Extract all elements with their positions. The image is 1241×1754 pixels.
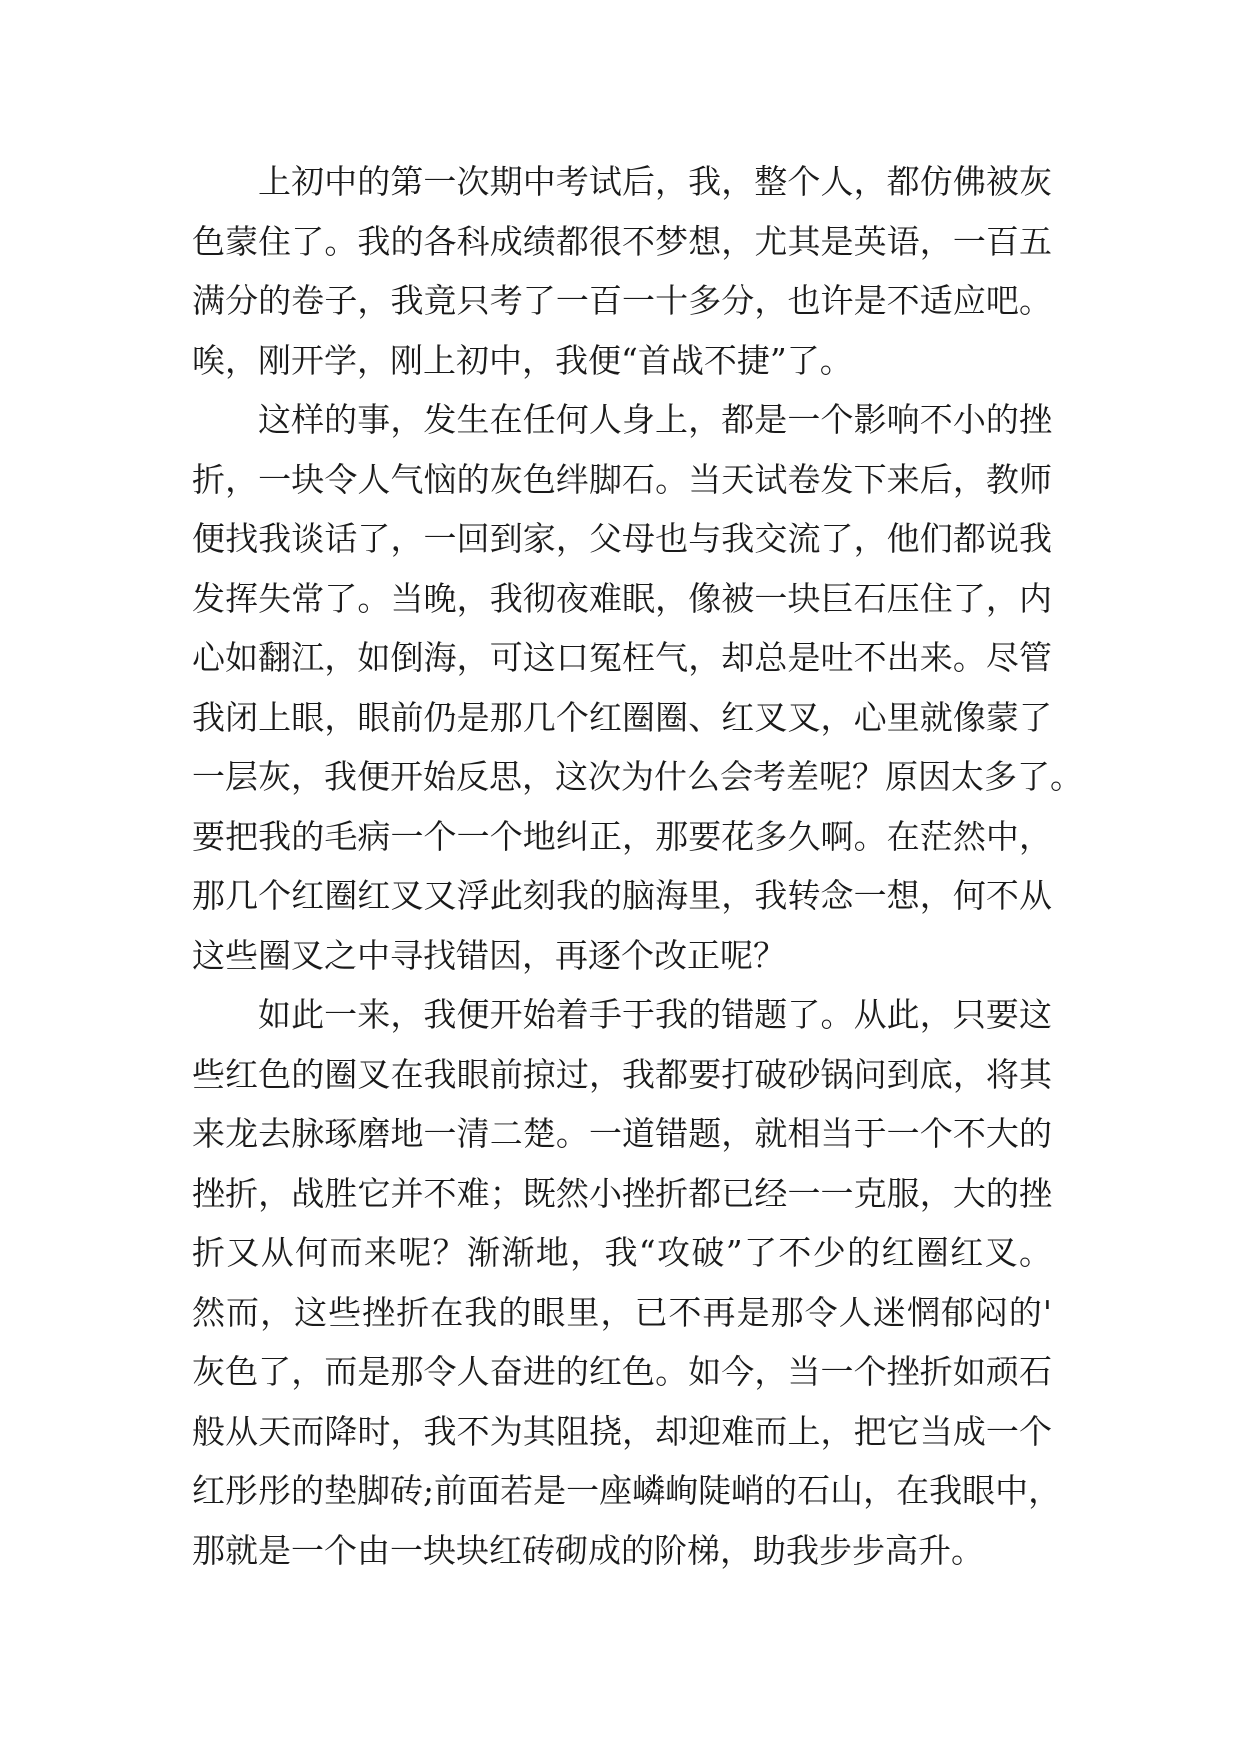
text-line: 那几个红圈红叉又浮此刻我的脑海里，我转念一想，何不从	[192, 876, 1052, 915]
text-line: 要把我的毛病一个一个地纠正，那要花多久啊。在茫然中，	[192, 816, 1052, 856]
text-line: 便找我谈话了，一回到家，父母也与我交流了，他们都说我	[192, 519, 1052, 558]
text-line: 一层灰，我便开始反思，这次为什么会考差呢？原因太多了。	[192, 757, 1083, 796]
text-line: 满分的卷子，我竟只考了一百一十多分，也许是不适应吧。	[192, 281, 1052, 320]
paragraph-3	[192, 985, 1062, 1580]
text-line: 上初中的第一次期中考试后，我，整个人，都仿佛被灰	[258, 162, 1052, 201]
text-line: 心如翻江，如倒海，可这口冤枉气，却总是吐不出来。尽管	[192, 638, 1052, 677]
text-line: 那就是一个由一块块红砖砌成的阶梯，助我步步高升。	[192, 1530, 984, 1570]
essay-body	[192, 152, 1083, 1580]
text-line: 如此一来，我便开始着手于我的错题了。从此，只要这	[258, 995, 1052, 1034]
text-line: 色蒙住了。我的各科成绩都很不梦想，尤其是英语，一百五	[192, 221, 1052, 261]
paragraph-2	[192, 390, 1083, 985]
text-line: 般从天而降时，我不为其阻挠，却迎难而上，把它当成一个	[192, 1411, 1052, 1451]
text-line: 红彤彤的垫脚砖;前面若是一座嶙峋陡峭的石山，在我眼中，	[192, 1471, 1062, 1510]
text-line: 发挥失常了。当晚，我彻夜难眠，像被一块巨石压住了，内	[192, 578, 1052, 618]
text-line: 折又从何而来呢？渐渐地，我“攻破”了不少的红圈红叉。	[192, 1233, 1052, 1272]
text-line: 挫折，战胜它并不难；既然小挫折都已经一一克服，大的挫	[192, 1173, 1052, 1213]
text-line: 唉，刚开学，刚上初中，我便“首战不捷”了。	[192, 340, 853, 380]
text-line: 折，一块令人气恼的灰色绊脚石。当天试卷发下来后，教师	[192, 459, 1052, 499]
text-line: 这些圈叉之中寻找错因，再逐个改正呢？	[192, 935, 786, 975]
text-line: 我闭上眼，眼前仍是那几个红圈圈、红叉叉，心里就像蒙了	[192, 697, 1052, 737]
text-line: 灰色了，而是那令人奋进的红色。如今，当一个挫折如顽石	[192, 1352, 1052, 1391]
text-line: 这样的事，发生在任何人身上，都是一个影响不小的挫	[258, 400, 1052, 439]
paragraph-1	[192, 152, 1052, 390]
text-line: 些红色的圈叉在我眼前掠过，我都要打破砂锅问到底，将其	[192, 1054, 1052, 1094]
text-line: 来龙去脉琢磨地一清二楚。一道错题，就相当于一个不大的	[192, 1114, 1052, 1153]
text-line: 然而，这些挫折在我的眼里，已不再是那令人迷惘郁闷的'	[192, 1292, 1052, 1332]
